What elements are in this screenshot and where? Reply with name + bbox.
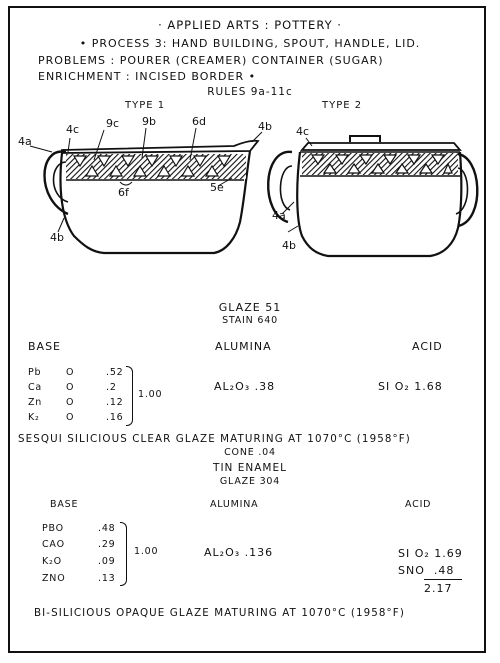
glaze51-row-pb-el: Pb [28, 367, 42, 378]
glaze51-row-zn-val: .12 [106, 397, 124, 408]
glaze51-base-header: BASE [28, 340, 62, 353]
glaze51-total: 1.00 [138, 389, 163, 400]
glaze304-acid-line1: SI O₂ 1.69 [398, 547, 463, 560]
glaze51-description: SESQUI SILICIOUS CLEAR GLAZE MATURING AT 1070°C (1958°F) [18, 433, 411, 445]
glaze51-cone: CONE .04 [224, 447, 276, 458]
type1-rim [62, 141, 258, 153]
glaze51-alumina-header: ALUMINA [215, 340, 272, 353]
header-rules: RULES 9a-11c [207, 86, 293, 98]
glaze51-acid: SI O₂ 1.68 [378, 380, 443, 393]
label-4c-type1: 4c [66, 123, 80, 136]
type2-lid-knob [350, 136, 380, 142]
glaze51-row-ca-val: .2 [106, 382, 117, 393]
glaze304-row-pbo-val: .48 [98, 523, 116, 534]
glaze51-row-k2-o: O [66, 412, 75, 423]
label-5e: 5e [210, 181, 224, 194]
glaze304-row-pbo-el: PBO [42, 523, 64, 534]
glaze304-acid-total: 2.17 [424, 582, 453, 595]
glaze304-row-k2o-val: .09 [98, 556, 116, 567]
glaze51-row-zn-el: Zn [28, 397, 43, 408]
glaze304-row-cao-val: .29 [98, 539, 116, 550]
glaze51-row-pb-o: O [66, 367, 75, 378]
glaze304-acid-line2: SNO .48 [398, 564, 455, 577]
glaze304-title: TIN ENAMEL [213, 462, 287, 474]
label-9c: 9c [106, 117, 120, 130]
label-4c-type2: 4c [296, 125, 310, 138]
glaze304-base-header: BASE [50, 499, 79, 510]
glaze51-row-ca-el: Ca [28, 382, 43, 393]
header-problems: PROBLEMS : POURER (CREAMER) CONTAINER (SUGAR) [38, 54, 384, 67]
glaze51-alumina: AL₂O₃ .38 [214, 380, 276, 393]
header-process: • PROCESS 3: HAND BUILDING, SPOUT, HANDLE, LID. [79, 37, 421, 50]
glaze304-row-cao-el: CAO [42, 539, 65, 550]
glaze51-title: GLAZE 51 [218, 301, 282, 314]
header-enrichment: ENRICHMENT : INCISED BORDER • [38, 70, 257, 83]
glaze51-row-k2-val: .16 [106, 412, 124, 423]
label-9b: 9b [142, 115, 156, 128]
label-4b-type1-top: 4b [258, 120, 272, 133]
glaze51-acid-header: ACID [412, 340, 443, 353]
label-6d: 6d [192, 115, 206, 128]
label-4b-type1-left: 4b [50, 231, 64, 244]
glaze51-brace [126, 366, 133, 426]
glaze304-row-zno-val: .13 [98, 573, 116, 584]
glaze304-row-zno-el: ZNO [42, 573, 66, 584]
glaze51-row-pb-val: .52 [106, 367, 124, 378]
glaze304-subtitle: GLAZE 304 [219, 476, 281, 487]
header-title: · APPLIED ARTS : POTTERY · [158, 18, 342, 32]
label-4a-type2: 4a [272, 209, 286, 222]
type1-title: TYPE 1 [125, 100, 166, 111]
glaze51-row-ca-o: O [66, 382, 75, 393]
label-4a-type1: 4a [18, 135, 32, 148]
type1-handle [45, 152, 69, 214]
glaze304-alumina: AL₂O₃ .136 [204, 546, 274, 559]
glaze304-description: BI-SILICIOUS OPAQUE GLAZE MATURING AT 1070°C (1958°F) [34, 607, 405, 619]
glaze51-row-k2-el: K₂ [28, 412, 40, 423]
glaze304-brace [120, 522, 127, 586]
label-6f: 6f [118, 186, 129, 199]
glaze51-stain: STAIN 640 [222, 315, 278, 326]
glaze51-row-zn-o: O [66, 397, 75, 408]
glaze304-row-k2o-el: K₂O [42, 556, 62, 567]
glaze304-acid-header: ACID [405, 499, 432, 510]
glaze304-total: 1.00 [134, 546, 159, 557]
glaze304-alumina-header: ALUMINA [210, 499, 259, 510]
pottery-illustration [0, 0, 500, 300]
glaze304-acid-sum-rule [424, 579, 462, 580]
label-4b-type2: 4b [282, 239, 296, 252]
type2-lid [302, 143, 460, 150]
type2-title: TYPE 2 [322, 100, 363, 111]
